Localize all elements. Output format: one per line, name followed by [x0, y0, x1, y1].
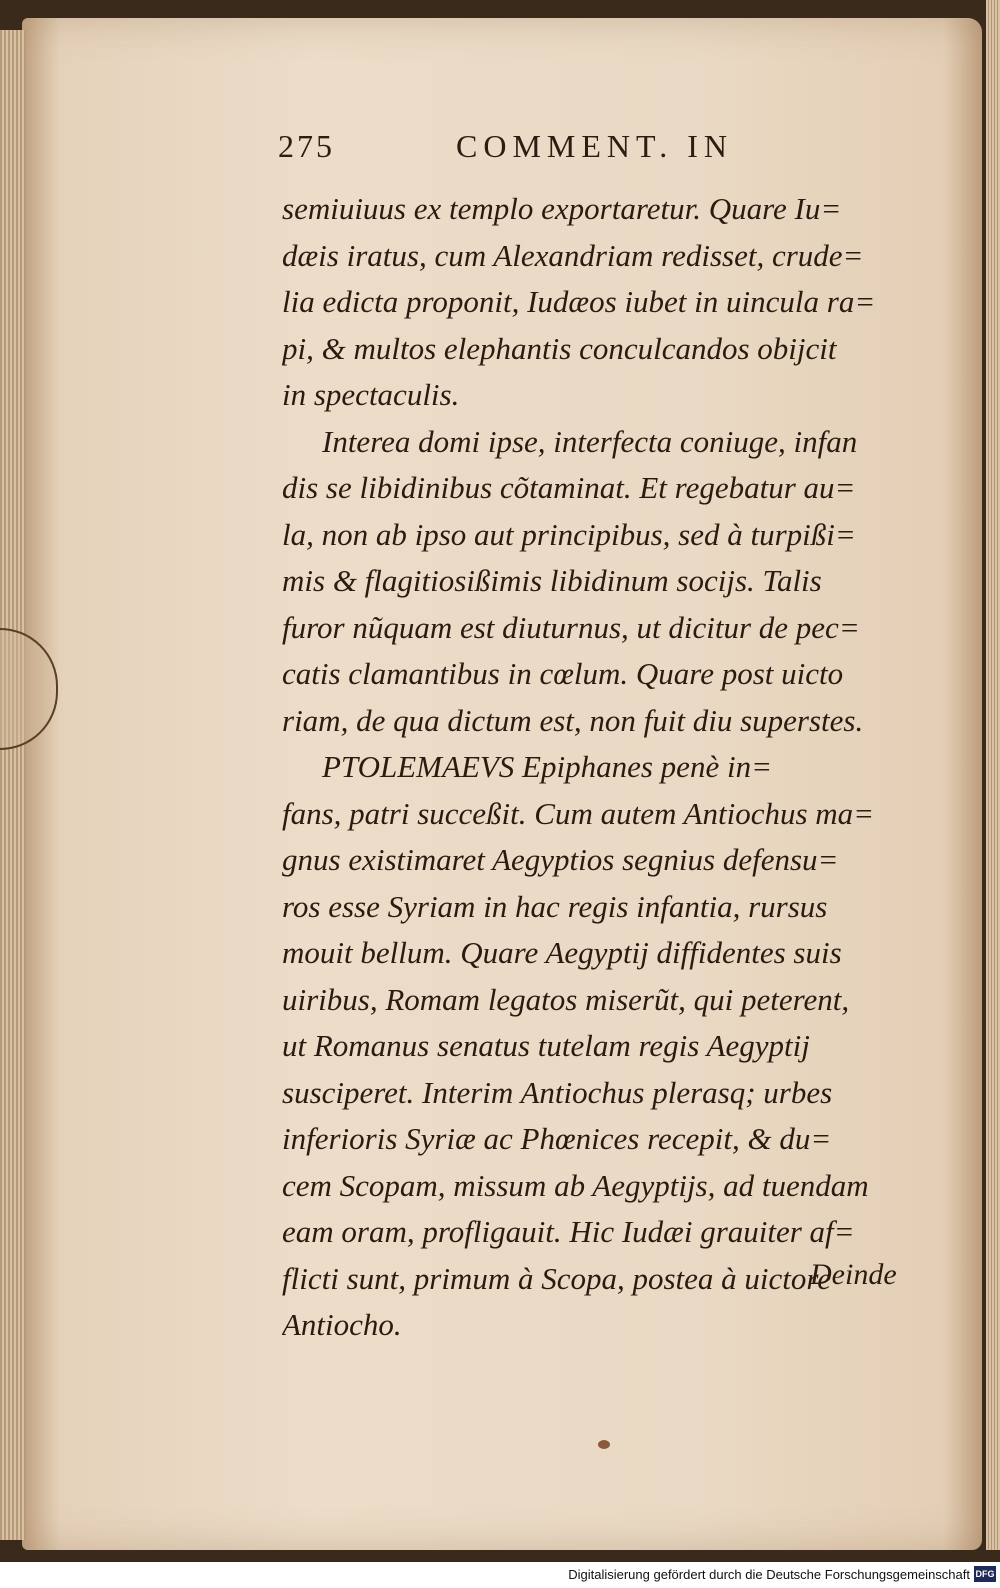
text-line: la, non ab ipso aut principibus, sed à turpißi= [282, 516, 856, 552]
running-head: COMMENT. IN [456, 128, 733, 164]
page-edges-left [0, 30, 26, 1540]
text-line: eam oram, profligauit. Hic Iudæi grauiter af= [282, 1214, 855, 1249]
footer-bar [0, 1562, 1000, 1588]
text-line: Interea domi ipse, interfecta coniuge, infan [322, 423, 858, 459]
catchword: Deinde [810, 1258, 897, 1291]
text-line: uiribus, Romam legatos miserũt, qui peterent, [282, 981, 850, 1017]
text-line: catis clamantibus in cœlum. Quare post uicto [282, 656, 844, 691]
text-line: mouit bellum. Quare Aegyptij diffidentes suis [282, 935, 842, 970]
text-line: dæis iratus, cum Alexandriam redisset, crude= [282, 237, 864, 273]
text-line: pi, & multos elephantis conculcandos obijcit [282, 330, 837, 366]
text-line: riam, de qua dictum est, non fuit diu superstes. [282, 702, 864, 738]
text-line: ut Romanus senatus tutelam regis Aegyptij [282, 1028, 810, 1063]
text-line: furor nũquam est diuturnus, ut dicitur de pec= [282, 609, 860, 645]
text-block [282, 186, 922, 1349]
text-line: inferioris Syriæ ac Phœnices recepit, & du= [282, 1121, 832, 1156]
text-line: mis & flagitiosißimis libidinum socijs. Talis [282, 563, 822, 598]
dfg-logo-icon: DFG [974, 1566, 996, 1582]
text-line: fans, patri succeßit. Cum autem Antiochus ma= [282, 795, 875, 831]
footer-credit: Digitalisierung gefördert durch die Deutsche Forschungsgemeinschaft [568, 1567, 970, 1582]
page-edges-right [986, 0, 1000, 1550]
text-line: susciperet. Interim Antiochus plerasq; urbes [282, 1074, 833, 1110]
text-line: cem Scopam, missum ab Aegyptijs, ad tuendam [282, 1167, 869, 1203]
text-line: PTOLEMAEVS Epiphanes penè in= [322, 749, 772, 784]
text-line: dis se libidinibus cõtaminat. Et regebatur au= [282, 470, 856, 505]
page-number: 275 [278, 128, 335, 164]
text-line: flicti sunt, primum à Scopa, postea à uictore [282, 1260, 832, 1296]
ink-stain [598, 1440, 610, 1449]
text-line: Antiocho. [282, 1307, 402, 1342]
text-line: lia edicta proponit, Iudæos iubet in uincula ra= [282, 284, 876, 319]
page-header [278, 128, 798, 168]
text-line: ros esse Syriam in hac regis infantia, rursus [282, 888, 828, 924]
text-line: semiuiuus ex templo exportaretur. Quare Iu= [282, 191, 842, 226]
text-line: gnus existimaret Aegyptios segnius defensu= [282, 842, 839, 877]
text-line: in spectaculis. [282, 377, 460, 412]
